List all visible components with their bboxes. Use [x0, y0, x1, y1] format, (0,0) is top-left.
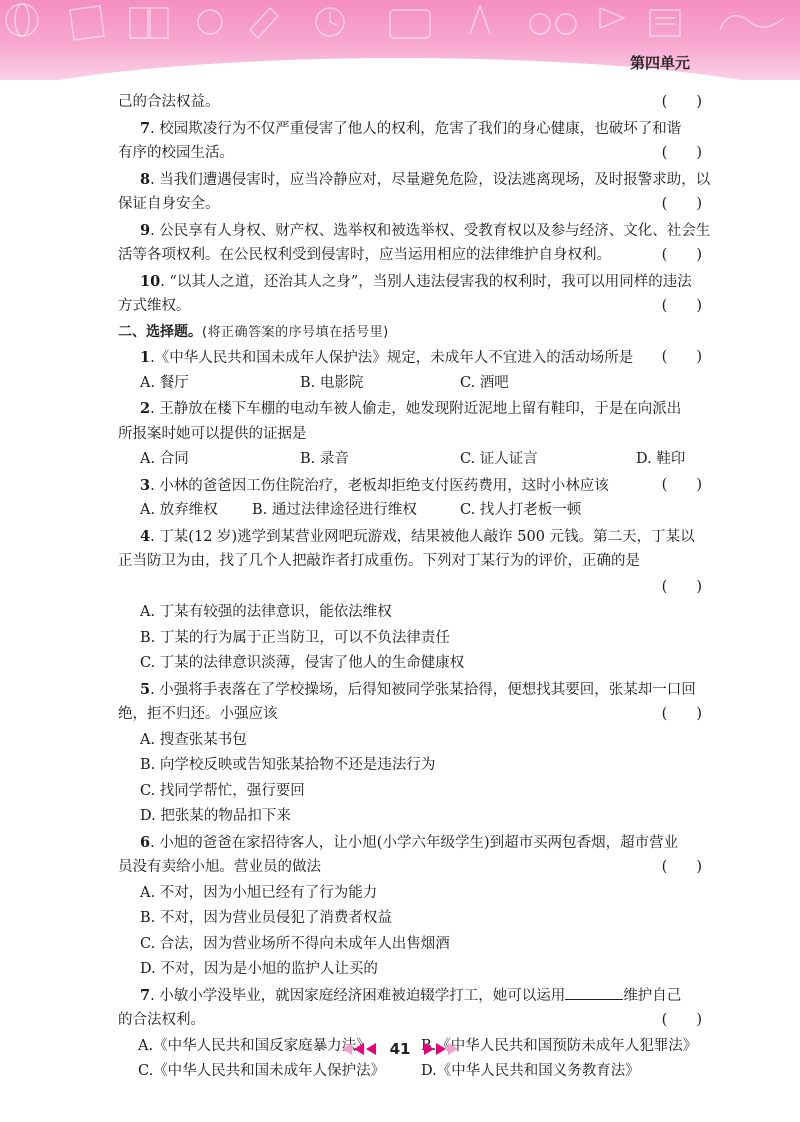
option[interactable]: D. 不对，因为是小旭的监护人让买的: [140, 961, 378, 977]
answer-parentheses[interactable]: ( ): [661, 476, 702, 493]
tf-question-8: 8. 当我们遭遇侵害时，应当冷静应对，尽量避免危险，设法逃离现场，及时报警求助，以: [140, 170, 711, 188]
answer-parentheses[interactable]: ( ): [661, 196, 702, 212]
option[interactable]: D. 把张某的物品扣下来: [140, 808, 291, 824]
ruler-icon: [470, 6, 490, 34]
option[interactable]: A. 不对，因为小旭已经有了行为能力: [140, 884, 378, 901]
tf-line: 保证自身安全。 ( ): [118, 192, 704, 218]
flag-icon: [600, 8, 624, 28]
unit-label: 第四单元: [629, 54, 690, 72]
option[interactable]: B. 通过法律途径进行维权: [252, 502, 417, 518]
pencil-icon: [250, 8, 278, 38]
option[interactable]: D. 鞋印: [636, 451, 686, 467]
glasses-icon: [530, 14, 550, 34]
mc-options: [118, 498, 704, 524]
option[interactable]: B. 录音: [300, 451, 349, 467]
question-continuation: 所报案时她可以提供的证据是: [118, 425, 307, 442]
tf-question-9: 9. 公民享有人身权、财产权、选举权和被选举权、受教育权以及参与经济、文化、社会生: [140, 221, 711, 239]
option[interactable]: D.《中华人民共和国义务教育法》: [421, 1063, 640, 1079]
tf-line: 有序的校园生活。 ( ): [118, 141, 704, 167]
answer-parentheses[interactable]: ( ): [661, 578, 702, 595]
mc-question-3: 3. 小林的爸爸因工伤住院治疗，老板却拒绝支付医药费用，这时小林应该 ( ): [118, 473, 704, 499]
mc-question-4: 4. 丁某(12 岁)逃学到某营业网吧玩游戏，结果被他人敲诈 500 元钱。第二天，丁某以: [140, 527, 695, 545]
mc-question-7: 7. 小敏小学没毕业，就因家庭经济困难被迫辍学打工，她可以运用 维护自己: [140, 986, 682, 1004]
mc-options: [118, 371, 704, 397]
answer-parentheses[interactable]: ( ): [661, 94, 702, 110]
tf-line: 己的合法权益。 ( ): [118, 90, 704, 116]
question-continuation: 绝，拒不归还。小强应该 ( ): [118, 702, 704, 728]
page-footer: [0, 1037, 800, 1061]
option[interactable]: C. 丁某的法律意识淡薄，侵害了他人的生命健康权: [140, 655, 465, 671]
book-icon: [70, 6, 104, 40]
option[interactable]: C.《中华人民共和国未成年人保护法》: [138, 1063, 386, 1079]
globe-icon: [6, 4, 38, 36]
gear-icon: [198, 10, 222, 34]
answer-line: [118, 575, 704, 601]
mc-question-1: 1.《中华人民共和国未成年人保护法》规定，未成年人不宜进入的活动场所是 ( ): [118, 345, 704, 371]
open-book-icon: [130, 8, 168, 38]
option[interactable]: A. 丁某有较强的法律意识，能依法维权: [140, 604, 392, 620]
option[interactable]: A. 搜查张某书包: [140, 731, 247, 748]
tf-question-10: 10. “以其人之道，还治其人之身”，当别人违法侵害我的权利时，我可以用同样的违法: [140, 272, 692, 290]
option[interactable]: A. 餐厅: [140, 374, 189, 391]
tf-question-7: 7. 校园欺凌行为不仅严重侵害了他人的权利，危害了我们的身心健康，也破坏了和谐: [140, 119, 682, 137]
answer-parentheses[interactable]: ( ): [661, 145, 702, 161]
option[interactable]: A. 放弃维权: [140, 502, 218, 518]
option[interactable]: B. 电影院: [300, 374, 364, 391]
tf-line: 方式维权。 ( ): [118, 294, 704, 320]
notebook-icon: [650, 10, 680, 36]
tf-line: 活等各项权利。在公民权利受到侵害时，应当运用相应的法律维护自身权利。 ( ): [118, 243, 704, 269]
mc-question-2: 2. 王静放在楼下车棚的电动车被人偷走，她发现附近泥地上留有鞋印，于是在向派出: [140, 400, 682, 417]
mc-question-6: 6. 小旭的爸爸在家招待客人，让小旭(小学六年级学生)到超市买两包香烟，超市营业: [140, 833, 679, 851]
option[interactable]: B.《中华人民共和国预防未成年人犯罪法》: [421, 1037, 698, 1054]
header-banner: [0, 0, 800, 80]
option[interactable]: C. 找同学帮忙，强行要回: [140, 782, 305, 799]
question-continuation: 正当防卫为由，找了几个人把敲诈者打成重伤。下列对丁某行为的评价，正确的是: [118, 553, 640, 569]
answer-parentheses[interactable]: ( ): [661, 1012, 702, 1028]
bag-icon: [390, 10, 430, 38]
question-continuation: 的合法权利。 ( ): [118, 1008, 704, 1034]
option[interactable]: C. 证人证言: [460, 451, 538, 467]
mc-options: [118, 1059, 704, 1085]
swirl-icon: [720, 16, 784, 30]
answer-parentheses[interactable]: ( ): [661, 298, 702, 314]
option[interactable]: B. 向学校反映或告知张某拾物不还是违法行为: [140, 757, 436, 773]
option[interactable]: A.《中华人民共和国反家庭暴力法》: [138, 1037, 371, 1054]
option[interactable]: C. 酒吧: [460, 374, 509, 391]
page-number: 41: [389, 1040, 411, 1058]
answer-parentheses[interactable]: ( ): [661, 349, 702, 365]
question-continuation: 员没有卖给小旭。营业员的做法 ( ): [118, 855, 704, 881]
option[interactable]: B. 不对，因为营业员侵犯了消费者权益: [140, 910, 392, 926]
option[interactable]: C. 合法，因为营业场所不得向未成年人出售烟酒: [140, 935, 450, 952]
option[interactable]: C. 找人打老板一顿: [460, 502, 582, 518]
worksheet-content: [118, 90, 711, 1085]
right-arrows-icon: [424, 1043, 458, 1055]
answer-parentheses[interactable]: ( ): [661, 859, 702, 875]
mc-options: [118, 447, 704, 473]
answer-parentheses[interactable]: ( ): [661, 706, 702, 722]
mc-question-5: 5. 小强将手表落在了学校操场，后得知被同学张某拾得，便想找其要回，张某却一口回: [140, 680, 696, 698]
answer-parentheses[interactable]: ( ): [661, 247, 702, 263]
option[interactable]: B. 丁某的行为属于正当防卫，可以不负法律责任: [140, 629, 450, 646]
option[interactable]: A. 合同: [140, 451, 189, 467]
left-arrows-icon: [342, 1043, 376, 1055]
section-heading: 二、选择题。(将正确答案的序号填在括号里): [118, 323, 389, 340]
fill-blank[interactable]: [565, 985, 623, 1000]
